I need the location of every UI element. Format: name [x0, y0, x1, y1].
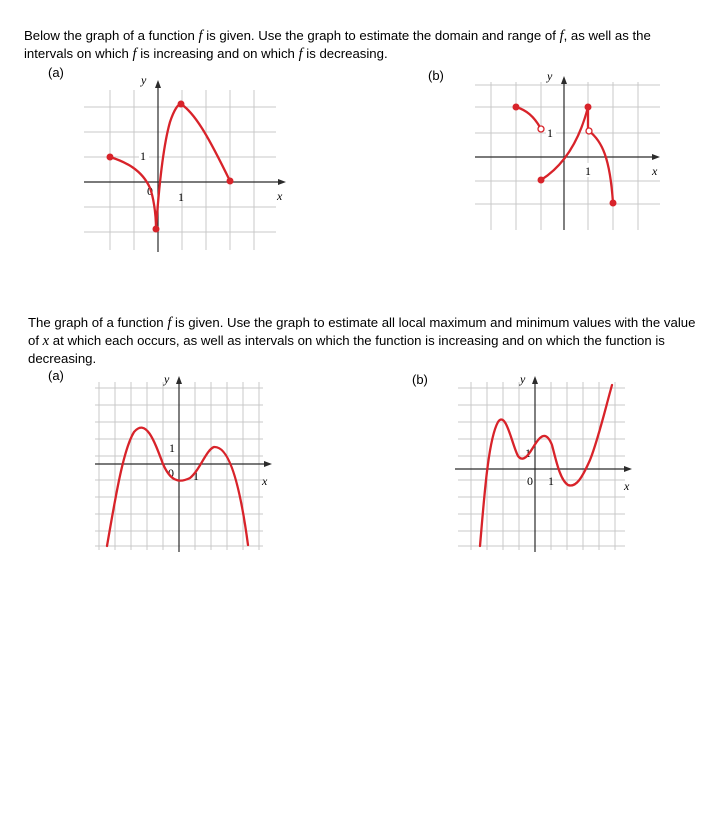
x-symbol: x	[42, 333, 50, 349]
graph-1a	[80, 70, 290, 260]
problem1-part-a-label: (a)	[48, 65, 64, 80]
y-axis-label: y	[164, 372, 170, 386]
problem2-text: The graph of a function f is given. Use the graph to estimate all local maximum and minimum values with the value of x at which each occurs, as well as intervals on which the function is increasing and on which the function is decreasing.	[28, 315, 696, 366]
problem2-part-a-label: (a)	[48, 368, 64, 383]
y-axis-label: y	[547, 69, 553, 83]
y-axis-label: y	[520, 372, 526, 386]
graph-1b	[470, 70, 680, 240]
x-axis-arrow	[624, 466, 632, 472]
y-axis-arrow	[176, 376, 182, 384]
y-axis-arrow	[155, 80, 161, 88]
function-curve	[110, 104, 230, 229]
problem1-text: Below the graph of a function f is given. Use the graph to estimate the domain and range of f, as well as the intervals on which f is increasing and on which f is decreasing.	[24, 28, 651, 62]
y-tick-1: 1	[169, 441, 175, 455]
graph-2b	[450, 370, 640, 555]
f-symbol: f	[559, 28, 564, 44]
y-tick-1: 1	[140, 149, 146, 163]
x-axis-label: x	[652, 164, 658, 178]
open-point-right	[586, 128, 592, 134]
x-axis-label: x	[262, 474, 268, 488]
problem2-part-b-label: (b)	[412, 372, 428, 387]
endpoint-left	[107, 154, 114, 161]
f-symbol: f	[167, 315, 172, 331]
closed-point-top	[585, 104, 592, 111]
grid	[84, 90, 276, 250]
f-symbol: f	[198, 28, 203, 44]
x-tick-1: 1	[585, 164, 591, 178]
origin-label: 0	[527, 474, 533, 488]
x-axis-label: x	[277, 189, 283, 203]
y-tick-1: 1	[547, 126, 553, 140]
y-axis-label: y	[141, 73, 147, 87]
y-tick-1: 1	[525, 446, 531, 460]
endpoint-right	[610, 200, 617, 207]
x-axis-arrow	[264, 461, 272, 467]
graph-2a	[90, 370, 280, 555]
x-axis-arrow	[652, 154, 660, 160]
problem1-part-b-label: (b)	[428, 68, 444, 83]
segment-left	[516, 107, 541, 129]
x-axis-label: x	[624, 479, 630, 493]
f-symbol: f	[298, 46, 303, 62]
y-axis-arrow	[532, 376, 538, 384]
minimum-point	[153, 226, 160, 233]
x-tick-1: 1	[548, 474, 554, 488]
origin-label: 0	[147, 184, 153, 198]
endpoint-right	[227, 178, 234, 185]
y-axis-arrow	[561, 76, 567, 84]
x-tick-1: 1	[193, 469, 199, 483]
x-axis-arrow	[278, 179, 286, 185]
f-symbol: f	[132, 46, 137, 62]
x-tick-1: 1	[178, 190, 184, 204]
function-curve	[480, 385, 612, 546]
closed-point	[538, 177, 545, 184]
maximum-point	[178, 101, 185, 108]
grid	[458, 382, 625, 550]
endpoint-left	[513, 104, 520, 111]
open-point	[538, 126, 544, 132]
origin-label: 0	[168, 466, 174, 480]
